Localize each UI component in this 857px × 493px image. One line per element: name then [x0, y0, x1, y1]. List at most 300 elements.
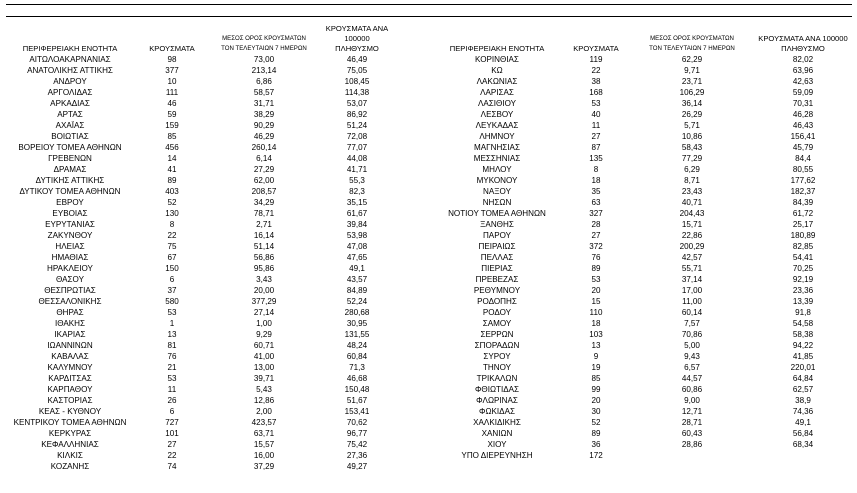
cell-avg7: 28,71: [681, 418, 703, 427]
cell-per100k: 70,62: [346, 418, 368, 427]
cell-per100k: 182,37: [790, 187, 816, 196]
table-row: [6, 175, 852, 186]
cell-avg7: 200,29: [679, 242, 705, 251]
cell-cases: 18: [591, 319, 601, 328]
cell-avg7: 9,00: [684, 396, 700, 405]
cell-region: ΑΡΚΑΔΙΑΣ: [50, 99, 90, 108]
cell-cases: 15: [591, 297, 601, 306]
cell-per100k: 62,57: [792, 385, 814, 394]
cell-per100k: 54,41: [792, 253, 814, 262]
cell-region: ΧΑΛΚΙΔΙΚΗΣ: [473, 418, 521, 427]
cell-region: ΝΗΣΩΝ: [482, 198, 512, 207]
cell-per100k: 46,43: [792, 121, 814, 130]
cell-per100k: 35,15: [346, 198, 368, 207]
cell-avg7: 44,57: [681, 374, 703, 383]
table-row: [6, 406, 852, 417]
cell-per100k: 60,84: [346, 352, 368, 361]
cell-cases: 74: [167, 462, 177, 471]
cell-region: ΚΟΖΑΝΗΣ: [50, 462, 90, 471]
cell-avg7: 23,71: [681, 77, 703, 86]
cell-per100k: 46,68: [346, 374, 368, 383]
cell-region: ΝΑΞΟΥ: [483, 187, 511, 196]
cell-avg7: 63,71: [253, 429, 275, 438]
cell-region: ΛΕΣΒΟΥ: [480, 110, 514, 119]
cell-per100k: 51,24: [346, 121, 368, 130]
cell-cases: 135: [589, 154, 603, 163]
cell-per100k: 150,48: [344, 385, 370, 394]
cell-region: ΛΑΣΙΘΙΟΥ: [477, 99, 517, 108]
cell-cases: 81: [167, 341, 177, 350]
cell-cases: 89: [591, 429, 601, 438]
cell-avg7: 27,29: [253, 165, 275, 174]
cell-avg7: 56,86: [253, 253, 275, 262]
cell-region: ΔΥΤΙΚΗΣ ΑΤΤΙΚΗΣ: [35, 176, 105, 185]
cell-per100k: 47,65: [346, 253, 368, 262]
cell-region: ΚΕΑΣ - ΚΥΘΝΟΥ: [38, 407, 102, 416]
cell-per100k: 75,42: [346, 440, 368, 449]
cell-region: ΘΕΣΠΡΩΤΙΑΣ: [44, 286, 96, 295]
cell-per100k: 84,89: [346, 286, 368, 295]
table-row: [6, 98, 852, 109]
cell-cases: 13: [167, 330, 177, 339]
cell-cases: 22: [591, 66, 601, 75]
cell-cases: 1: [169, 319, 175, 328]
table-header: [6, 24, 852, 54]
cell-per100k: 59,09: [792, 88, 814, 97]
table-row: [6, 340, 852, 351]
cell-cases: 10: [167, 77, 177, 86]
cell-per100k: 84,39: [792, 198, 814, 207]
cell-cases: 20: [591, 396, 601, 405]
cell-cases: 35: [591, 187, 601, 196]
cell-cases: 6: [169, 407, 175, 416]
table-row: [6, 164, 852, 175]
cell-region: ΑΙΤΩΛΟΑΚΑΡΝΑΝΙΑΣ: [29, 55, 111, 64]
cell-avg7: 34,29: [253, 198, 275, 207]
cell-region: ΡΕΘΥΜΝΟΥ: [473, 286, 521, 295]
cell-region: ΤΡΙΚΑΛΩΝ: [476, 374, 518, 383]
cell-per100k: 70,31: [792, 99, 814, 108]
cell-avg7: 78,71: [253, 209, 275, 218]
cell-cases: 150: [165, 264, 179, 273]
table-row: [6, 263, 852, 274]
cell-avg7: 5,43: [256, 385, 272, 394]
cell-cases: 168: [589, 88, 603, 97]
cell-avg7: 17,00: [681, 286, 703, 295]
cell-cases: 8: [593, 165, 599, 174]
table-row: [6, 252, 852, 263]
cell-cases: 130: [165, 209, 179, 218]
cell-avg7: 73,00: [253, 55, 275, 64]
cell-region: ΚΑΒΑΛΑΣ: [51, 352, 89, 361]
cell-region: ΣΥΡΟΥ: [483, 352, 511, 361]
cell-avg7: 38,29: [253, 110, 275, 119]
table-row: [6, 142, 852, 153]
cell-cases: 99: [591, 385, 601, 394]
cell-per100k: 280,68: [344, 308, 370, 317]
table-row: [6, 274, 852, 285]
cell-per100k: 96,77: [346, 429, 368, 438]
cell-cases: 52: [167, 198, 177, 207]
cell-avg7: 9,71: [684, 66, 700, 75]
table-row: [6, 439, 852, 450]
cell-avg7: 15,71: [681, 220, 703, 229]
cell-region: ΙΘΑΚΗΣ: [54, 319, 86, 328]
cell-avg7: 2,71: [256, 220, 272, 229]
cell-per100k: 47,08: [346, 242, 368, 251]
cell-cases: 11: [167, 385, 177, 394]
header-cases-right: ΚΡΟΥΣΜΑΤΑ: [573, 44, 619, 53]
cell-per100k: 74,36: [792, 407, 814, 416]
cell-region: ΘΕΣΣΑΛΟΝΙΚΗΣ: [38, 297, 102, 306]
cell-avg7: 31,71: [253, 99, 275, 108]
table-row: [6, 428, 852, 439]
cell-avg7: 95,86: [253, 264, 275, 273]
cell-region: ΓΡΕΒΕΝΩΝ: [48, 154, 92, 163]
cell-per100k: 94,22: [792, 341, 814, 350]
cell-per100k: 38,9: [795, 396, 811, 405]
cell-region: ΛΗΜΝΟΥ: [479, 132, 515, 141]
cell-per100k: 80,55: [792, 165, 814, 174]
cell-per100k: 56,84: [792, 429, 814, 438]
cell-per100k: 53,98: [346, 231, 368, 240]
cell-cases: 8: [169, 220, 175, 229]
table-row: [6, 153, 852, 164]
cell-region: ΣΠΟΡΑΔΩΝ: [474, 341, 520, 350]
cell-avg7: 15,57: [253, 440, 275, 449]
cell-region: ΚΕΦΑΛΛΗΝΙΑΣ: [41, 440, 99, 449]
cell-avg7: 6,57: [684, 363, 700, 372]
cell-avg7: 58,43: [681, 143, 703, 152]
cell-cases: 377: [165, 66, 179, 75]
top-rule: [6, 4, 852, 5]
cell-region: ΑΝΔΡΟΥ: [53, 77, 87, 86]
cell-cases: 89: [167, 176, 177, 185]
cell-per100k: 84,4: [795, 154, 811, 163]
cell-avg7: 58,57: [253, 88, 275, 97]
cell-avg7: 377,29: [251, 297, 277, 306]
cell-region: ΛΑΡΙΣΑΣ: [480, 88, 514, 97]
cell-per100k: 70,25: [792, 264, 814, 273]
cell-region: ΛΑΚΩΝΙΑΣ: [476, 77, 518, 86]
cell-cases: 53: [167, 308, 177, 317]
cell-per100k: 71,3: [349, 363, 365, 372]
cell-region: ΗΡΑΚΛΕΙΟΥ: [47, 264, 93, 273]
cell-cases: 119: [589, 55, 603, 64]
cell-region: ΕΒΡΟΥ: [56, 198, 84, 207]
cell-avg7: 28,86: [681, 440, 703, 449]
cell-avg7: 6,14: [256, 154, 272, 163]
cell-per100k: 92,19: [792, 275, 814, 284]
cell-region: ΜΕΣΣΗΝΙΑΣ: [473, 154, 521, 163]
cell-per100k: 27,36: [346, 451, 368, 460]
cell-avg7: 208,57: [251, 187, 277, 196]
cell-cases: 403: [165, 187, 179, 196]
cell-cases: 40: [591, 110, 601, 119]
cell-avg7: 10,86: [681, 132, 703, 141]
cell-avg7: 60,14: [681, 308, 703, 317]
table-row: [6, 384, 852, 395]
cell-avg7: 9,43: [684, 352, 700, 361]
cell-avg7: 12,86: [253, 396, 275, 405]
cell-cases: 53: [591, 99, 601, 108]
cell-avg7: 62,00: [253, 176, 275, 185]
cell-avg7: 423,57: [251, 418, 277, 427]
cell-region: ΚΑΣΤΟΡΙΑΣ: [47, 396, 93, 405]
cell-region: ΠΙΕΡΙΑΣ: [481, 264, 513, 273]
cell-avg7: 60,86: [681, 385, 703, 394]
cell-avg7: 42,57: [681, 253, 703, 262]
cell-region: ΦΩΚΙΔΑΣ: [479, 407, 515, 416]
cell-avg7: 8,71: [684, 176, 700, 185]
cell-region: ΤΗΝΟΥ: [482, 363, 512, 372]
cell-region: ΚΑΡΠΑΘΟΥ: [47, 385, 93, 394]
cell-cases: 111: [165, 88, 179, 97]
cell-cases: 27: [591, 231, 601, 240]
table-row: [6, 318, 852, 329]
cell-cases: 67: [167, 253, 177, 262]
cell-region: ΔΥΤΙΚΟΥ ΤΟΜΕΑ ΑΘΗΝΩΝ: [19, 187, 121, 196]
table-row: [6, 373, 852, 384]
cell-region: ΧΑΝΙΩΝ: [481, 429, 513, 438]
cell-per100k: 82,85: [792, 242, 814, 251]
cell-cases: 101: [165, 429, 179, 438]
cell-per100k: 61,72: [792, 209, 814, 218]
cell-per100k: 63,96: [792, 66, 814, 75]
cell-region: ΚΕΝΤΡΙΚΟΥ ΤΟΜΕΑ ΑΘΗΝΩΝ: [13, 418, 127, 427]
cell-per100k: 45,79: [792, 143, 814, 152]
cell-cases: 103: [589, 330, 603, 339]
cell-region: ΚΕΡΚΥΡΑΣ: [48, 429, 92, 438]
cell-avg7: 3,43: [256, 275, 272, 284]
cell-avg7: 90,29: [253, 121, 275, 130]
table-row: [6, 351, 852, 362]
cell-avg7: 7,57: [684, 319, 700, 328]
cell-cases: 27: [591, 132, 601, 141]
cell-cases: 727: [165, 418, 179, 427]
cell-region: ΘΑΣΟΥ: [56, 275, 84, 284]
cell-avg7: 37,14: [681, 275, 703, 284]
cell-avg7: 60,43: [681, 429, 703, 438]
cell-cases: 30: [591, 407, 601, 416]
cell-cases: 22: [167, 231, 177, 240]
cell-per100k: 41,85: [792, 352, 814, 361]
table-row: [6, 54, 852, 65]
table-row: [6, 186, 852, 197]
cell-cases: 580: [165, 297, 179, 306]
cell-region: ΘΗΡΑΣ: [56, 308, 84, 317]
cell-avg7: 22,86: [681, 231, 703, 240]
cell-avg7: 41,00: [253, 352, 275, 361]
cell-region: ΗΜΑΘΙΑΣ: [51, 253, 89, 262]
cell-avg7: 46,29: [253, 132, 275, 141]
cell-cases: 21: [167, 363, 177, 372]
cell-region: ΚΙΛΚΙΣ: [57, 451, 83, 460]
cell-region: ΥΠΟ ΔΙΕΡΕΥΝΗΣΗ: [461, 451, 533, 460]
cell-per100k: 51,67: [346, 396, 368, 405]
cell-per100k: 49,1: [795, 418, 811, 427]
cell-avg7: 20,00: [253, 286, 275, 295]
cell-cases: 76: [591, 253, 601, 262]
cell-avg7: 12,71: [681, 407, 703, 416]
cell-region: ΦΘΙΩΤΙΔΑΣ: [474, 385, 520, 394]
cell-cases: 38: [591, 77, 601, 86]
cell-cases: 85: [167, 132, 177, 141]
cell-per100k: 220,01: [790, 363, 816, 372]
cell-per100k: 41,71: [346, 165, 368, 174]
table-row: [6, 395, 852, 406]
cell-avg7: 70,86: [681, 330, 703, 339]
cell-cases: 13: [591, 341, 601, 350]
cell-cases: 52: [591, 418, 601, 427]
cell-per100k: 64,84: [792, 374, 814, 383]
header-avg7-right: ΜΕΣΟΣ ΟΡΟΣ ΚΡΟΥΣΜΑΤΩΝ ΤΟΝ ΤΕΛΕΥΤΑΙΩΝ 7 ΗΜΕΡΩΝ: [649, 35, 735, 52]
table-row: [6, 461, 852, 472]
table-row: [6, 285, 852, 296]
cell-per100k: 72,08: [346, 132, 368, 141]
cell-cases: 456: [165, 143, 179, 152]
cell-per100k: 82,3: [349, 187, 365, 196]
cell-cases: 327: [589, 209, 603, 218]
cell-per100k: 13,39: [792, 297, 814, 306]
cell-cases: 75: [167, 242, 177, 251]
cell-per100k: 30,95: [346, 319, 368, 328]
cell-region: ΑΝΑΤΟΛΙΚΗΣ ΑΤΤΙΚΗΣ: [27, 66, 113, 75]
cell-region: ΗΛΕΙΑΣ: [55, 242, 85, 251]
cell-avg7: 1,00: [256, 319, 272, 328]
cell-avg7: 2,00: [256, 407, 272, 416]
cell-per100k: 180,89: [790, 231, 816, 240]
cell-cases: 26: [167, 396, 177, 405]
cell-region: ΠΡΕΒΕΖΑΣ: [475, 275, 519, 284]
cell-per100k: 25,17: [792, 220, 814, 229]
cell-region: ΠΕΙΡΑΙΩΣ: [478, 242, 516, 251]
cell-per100k: 42,63: [792, 77, 814, 86]
cell-avg7: 13,00: [253, 363, 275, 372]
header-per100k-left: ΚΡΟΥΣΜΑΤΑ ΑΝΑ 100000 ΠΛΗΘΥΣΜΟ: [325, 24, 389, 53]
cell-cases: 63: [591, 198, 601, 207]
cell-per100k: 44,08: [346, 154, 368, 163]
cell-cases: 110: [589, 308, 603, 317]
header-rule: [6, 16, 852, 17]
table-row: [6, 450, 852, 461]
cell-per100k: 68,34: [792, 440, 814, 449]
cell-region: ΚΟΡΙΝΘΙΑΣ: [475, 55, 519, 64]
cell-avg7: 62,29: [681, 55, 703, 64]
cell-region: ΠΑΡΟΥ: [482, 231, 512, 240]
table-row: [6, 230, 852, 241]
cell-per100k: 43,57: [346, 275, 368, 284]
cell-region: ΑΡΤΑΣ: [57, 110, 83, 119]
table-row: [6, 109, 852, 120]
cell-avg7: 26,29: [681, 110, 703, 119]
cell-per100k: 114,38: [344, 88, 370, 97]
cell-avg7: 16,14: [253, 231, 275, 240]
cell-region: ΚΩ: [491, 66, 503, 75]
cell-per100k: 46,28: [792, 110, 814, 119]
table-row: [6, 197, 852, 208]
cell-region: ΔΡΑΜΑΣ: [53, 165, 87, 174]
cell-region: ΡΟΔΟΠΗΣ: [477, 297, 517, 306]
cell-per100k: 52,24: [346, 297, 368, 306]
table-row: [6, 131, 852, 142]
cell-region: ΣΕΡΡΩΝ: [480, 330, 514, 339]
table-row: [6, 329, 852, 340]
cell-avg7: 5,71: [684, 121, 700, 130]
cell-cases: 14: [167, 154, 177, 163]
cell-cases: 46: [167, 99, 177, 108]
cell-avg7: 106,29: [679, 88, 705, 97]
cell-region: ΑΡΓΟΛΙΔΑΣ: [47, 88, 93, 97]
cell-cases: 27: [167, 440, 177, 449]
cell-region: ΑΧΑΪΑΣ: [55, 121, 85, 130]
cell-cases: 53: [591, 275, 601, 284]
cell-region: ΦΛΩΡΙΝΑΣ: [476, 396, 518, 405]
table-row: [6, 120, 852, 131]
table-row: [6, 65, 852, 76]
table-row: [6, 76, 852, 87]
cell-per100k: 75,05: [346, 66, 368, 75]
cell-per100k: 61,67: [346, 209, 368, 218]
cell-avg7: 39,71: [253, 374, 275, 383]
cell-avg7: 5,00: [684, 341, 700, 350]
cell-region: ΖΑΚΥΝΘΟΥ: [47, 231, 93, 240]
cell-cases: 22: [167, 451, 177, 460]
cell-avg7: 55,71: [681, 264, 703, 273]
cell-region: ΡΟΔΟΥ: [482, 308, 512, 317]
cell-region: ΕΥΡΥΤΑΝΙΑΣ: [45, 220, 95, 229]
cell-per100k: 54,58: [792, 319, 814, 328]
cell-avg7: 23,43: [681, 187, 703, 196]
cell-avg7: 60,71: [253, 341, 275, 350]
cell-per100k: 53,07: [346, 99, 368, 108]
cell-cases: 11: [591, 121, 601, 130]
table-row: [6, 241, 852, 252]
cell-per100k: 48,24: [346, 341, 368, 350]
cell-avg7: 36,14: [681, 99, 703, 108]
cell-avg7: 6,86: [256, 77, 272, 86]
cell-per100k: 46,49: [346, 55, 368, 64]
cell-cases: 6: [169, 275, 175, 284]
cell-region: ΛΕΥΚΑΔΑΣ: [475, 121, 519, 130]
cell-region: ΒΟΡΕΙΟΥ ΤΟΜΕΑ ΑΘΗΝΩΝ: [18, 143, 122, 152]
cell-per100k: 39,84: [346, 220, 368, 229]
cell-per100k: 49,1: [349, 264, 365, 273]
cell-region: ΞΑΝΘΗΣ: [480, 220, 514, 229]
cell-avg7: 40,71: [681, 198, 703, 207]
cell-region: ΕΥΒΟΙΑΣ: [52, 209, 88, 218]
cell-avg7: 27,14: [253, 308, 275, 317]
cell-cases: 76: [167, 352, 177, 361]
cell-per100k: 131,55: [344, 330, 370, 339]
cell-avg7: 51,14: [253, 242, 275, 251]
cell-region: ΚΑΡΔΙΤΣΑΣ: [48, 374, 92, 383]
cell-cases: 28: [591, 220, 601, 229]
cell-avg7: 260,14: [251, 143, 277, 152]
cell-cases: 53: [167, 374, 177, 383]
header-region-right: ΠΕΡΙΦΕΡΕΙΑΚΗ ΕΝΟΤΗΤΑ: [449, 44, 545, 53]
cell-cases: 18: [591, 176, 601, 185]
table-row: [6, 362, 852, 373]
cell-region: ΧΙΟΥ: [487, 440, 507, 449]
cell-per100k: 86,92: [346, 110, 368, 119]
cell-cases: 89: [591, 264, 601, 273]
cell-cases: 59: [167, 110, 177, 119]
cell-region: ΠΕΛΛΑΣ: [480, 253, 514, 262]
table-row: [6, 417, 852, 428]
cell-avg7: 6,29: [684, 165, 700, 174]
table-row: [6, 219, 852, 230]
